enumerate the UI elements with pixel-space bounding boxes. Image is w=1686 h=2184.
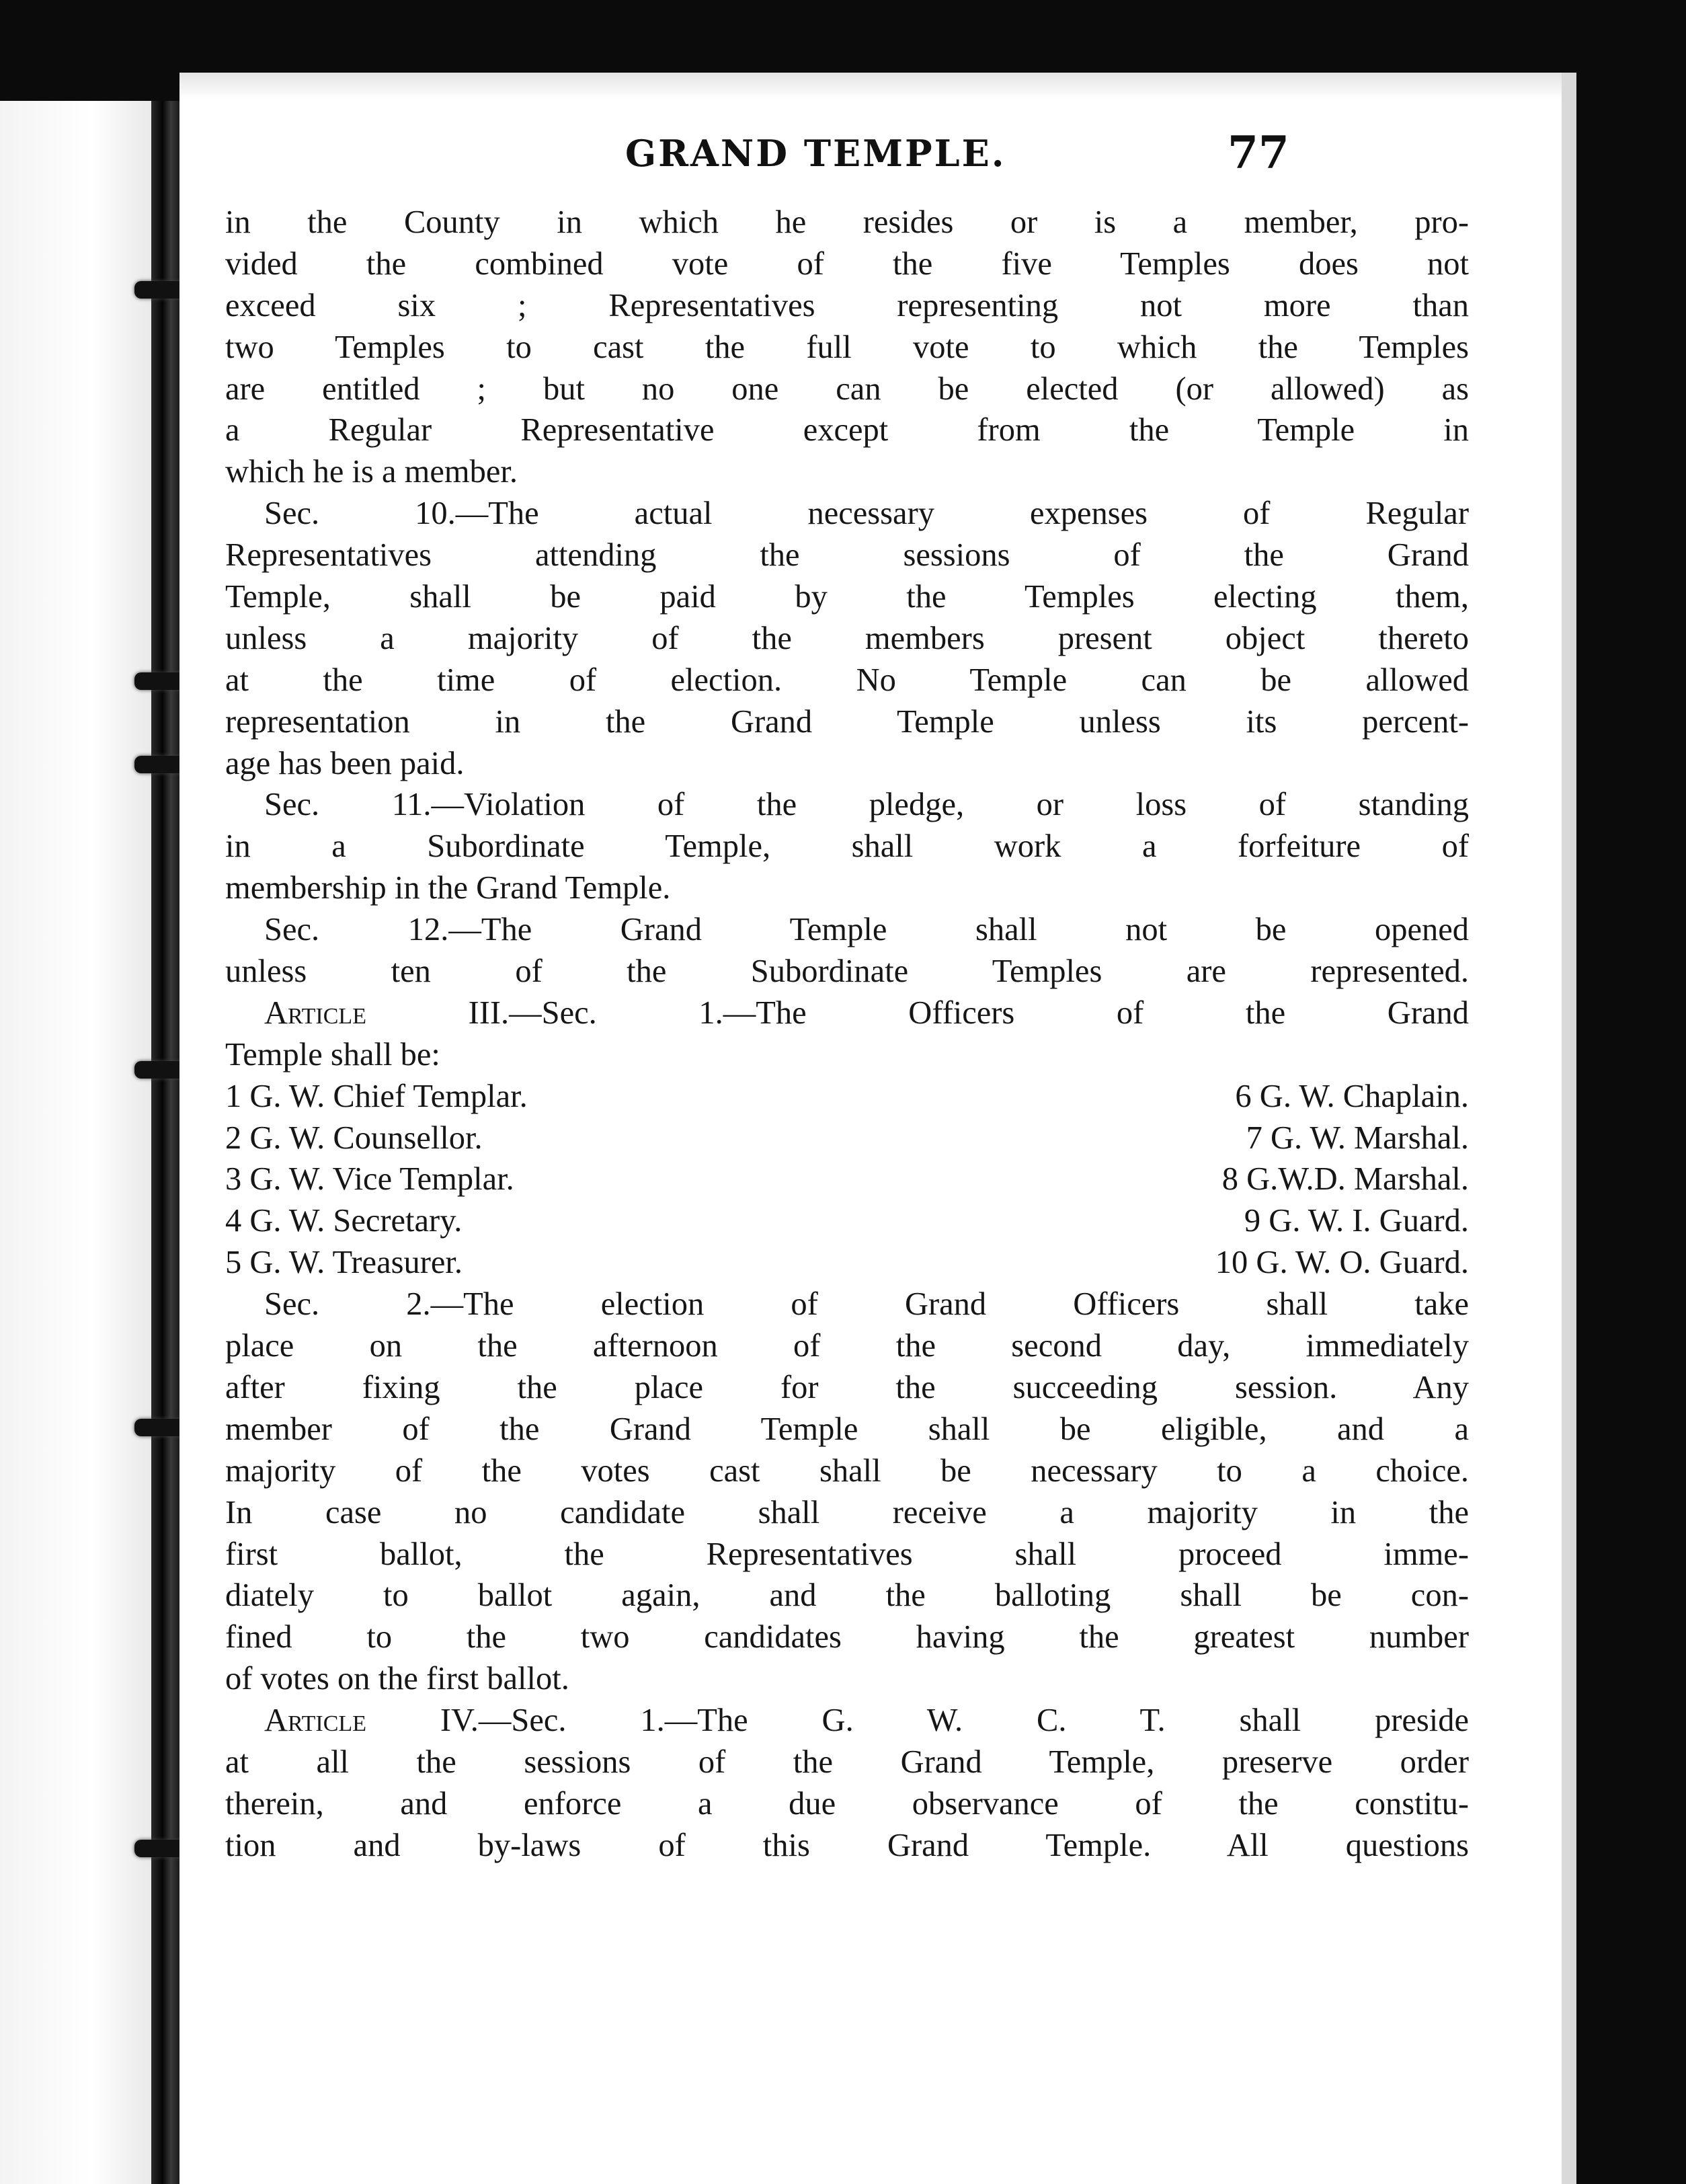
book-spine-binding xyxy=(151,101,179,2184)
section-11-line: Sec. 11.—Violation of the pledge, or loss of standing xyxy=(264,787,1469,823)
article-4-line: tion and by-laws of this Grand Temple. All questions xyxy=(225,1827,1469,1863)
officer-row xyxy=(225,1118,1469,1159)
officer-right: 6 G. W. Chaplain. xyxy=(1235,1078,1469,1114)
text-line: two Temples to cast the full vote to which the Temples xyxy=(225,329,1469,365)
section-2-line: fined to the two candidates having the greatest number xyxy=(225,1619,1469,1655)
section-10-line: age has been paid. xyxy=(225,745,465,781)
section-2-line: majority of the votes cast shall be necessary to a choice. xyxy=(225,1452,1469,1489)
officer-left: 2 G. W. Counsellor. xyxy=(225,1120,483,1156)
section-10-line: unless a majority of the members present object thereto xyxy=(225,620,1469,656)
section-2-line: Sec. 2.—The election of Grand Officers shall take xyxy=(264,1286,1469,1323)
section-2-line: of votes on the first ballot. xyxy=(225,1661,569,1697)
text-line: which he is a member. xyxy=(225,454,518,490)
text-line: are entitled ; but no one can be elected (or allowed) as xyxy=(225,370,1469,407)
section-2-line: place on the afternoon of the second day, immediately xyxy=(225,1328,1469,1364)
text-line: vided the combined vote of the five Temples does not xyxy=(225,245,1469,282)
officers-list xyxy=(225,1076,1469,1284)
text-line: a Regular Representative except from the Temple in xyxy=(225,412,1469,448)
officer-left: 5 G. W. Treasurer. xyxy=(225,1245,463,1281)
officer-row xyxy=(225,1200,1469,1242)
text-line: in the County in which he resides or is a member, pro- xyxy=(225,204,1469,240)
running-head: GRAND TEMPLE. xyxy=(625,132,1006,175)
article-4-line: at all the sessions of the Grand Temple, preserve order xyxy=(225,1744,1469,1780)
section-11-line: in a Subordinate Temple, shall work a forfeiture of xyxy=(225,828,1469,865)
section-10-line: representation in the Grand Temple unless its percent- xyxy=(225,703,1469,740)
section-11-line: membership in the Grand Temple. xyxy=(225,870,671,906)
article-3-heading-line xyxy=(225,992,1469,1034)
officer-left: 1 G. W. Chief Templar. xyxy=(225,1078,528,1114)
page-body-text xyxy=(225,202,1469,1867)
officer-left: 4 G. W. Secretary. xyxy=(225,1203,463,1239)
officer-right: 9 G. W. I. Guard. xyxy=(1244,1203,1469,1239)
article-4-text: IV.—Sec. 1.—The G. W. C. T. shall preside xyxy=(440,1703,1470,1739)
section-2-line: In case no candidate shall receive a majority in the xyxy=(225,1494,1469,1530)
page-number: 77 xyxy=(1228,126,1289,179)
section-2-line: after fixing the place for the succeeding session. Any xyxy=(225,1369,1469,1405)
section-10-line: Temple, shall be paid by the Temples electing them, xyxy=(225,579,1469,615)
section-2-line: member of the Grand Temple shall be eligible, and a xyxy=(225,1411,1469,1447)
officer-row xyxy=(225,1076,1469,1118)
officer-left: 3 G. W. Vice Templar. xyxy=(225,1161,514,1198)
officer-right: 8 G.W.D. Marshal. xyxy=(1221,1161,1469,1198)
officer-row xyxy=(225,1242,1469,1284)
officer-right: 10 G. W. O. Guard. xyxy=(1215,1245,1469,1281)
officer-row xyxy=(225,1159,1469,1200)
article-4-heading-line xyxy=(225,1700,1469,1742)
section-2-line: diately to ballot again, and the balloting shall be con- xyxy=(225,1577,1469,1614)
section-12-line: Sec. 12.—The Grand Temple shall not be opened xyxy=(264,912,1469,948)
section-10-line: Sec. 10.—The actual necessary expenses of Regular xyxy=(264,496,1469,532)
section-10-line: Representatives attending the sessions of the Grand xyxy=(225,537,1469,574)
article-3-line: Temple shall be: xyxy=(225,1036,440,1072)
facing-page-edge xyxy=(0,101,151,2184)
section-10-line: at the time of election. No Temple can be allowed xyxy=(225,662,1469,698)
section-2-line: first ballot, the Representatives shall proceed imme- xyxy=(225,1536,1469,1572)
article-4-line: therein, and enforce a due observance of the constitu- xyxy=(225,1785,1469,1822)
page-header xyxy=(0,126,1686,192)
text-line: exceed six ; Representatives representing not more than xyxy=(225,287,1469,323)
article-label: Article xyxy=(264,994,366,1031)
officer-right: 7 G. W. Marshal. xyxy=(1246,1120,1469,1156)
article-3-text: III.—Sec. 1.—The Officers of the Grand xyxy=(468,994,1469,1031)
article-label: Article xyxy=(264,1703,366,1739)
section-12-line: unless ten of the Subordinate Temples are represented. xyxy=(225,953,1469,990)
